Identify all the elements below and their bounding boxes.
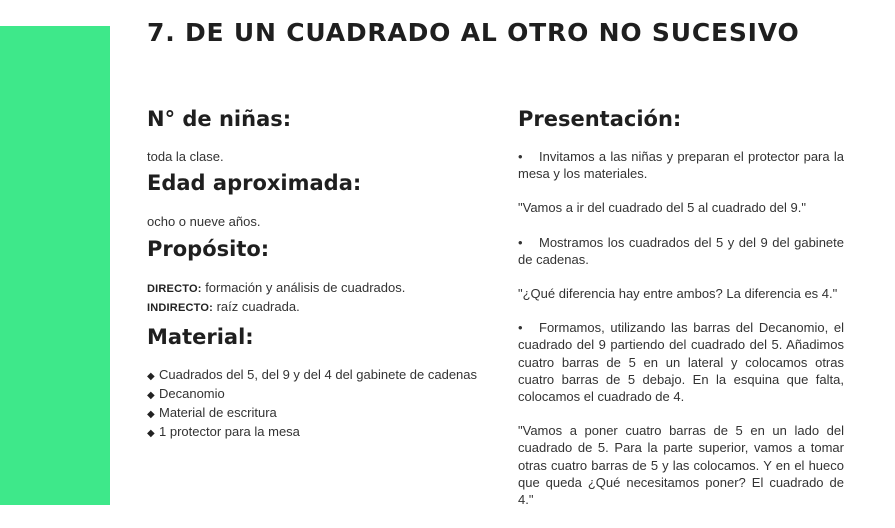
accent-side-bar — [0, 26, 110, 505]
proposito-heading: Propósito: — [147, 237, 270, 261]
list-item: ◆ Material de escritura — [147, 404, 497, 423]
right-column — [518, 106, 844, 508]
quote-paragraph-2: "¿Qué diferencia hay entre ambos? La diferencia es 4." — [518, 286, 838, 302]
indirecto-line — [147, 298, 497, 317]
step-paragraph-1: • Invitamos a las niñas y preparan el protector para la mesa y los materiales. — [518, 149, 844, 182]
list-item: ◆ 1 protector para la mesa — [147, 423, 497, 442]
indirecto-label: INDIRECTO: — [147, 302, 213, 314]
ninas-heading: N° de niñas: — [147, 107, 292, 131]
edad-heading: Edad aproximada: — [147, 171, 362, 195]
directo-value: formación y análisis de cuadrados. — [201, 280, 406, 295]
diamond-bullet-icon: ◆ — [147, 371, 155, 382]
left-column — [147, 106, 497, 442]
diamond-bullet-icon: ◆ — [147, 428, 155, 439]
directo-line — [147, 279, 497, 298]
bullet-dot-icon: • — [518, 234, 523, 250]
bullet-dot-icon: • — [518, 149, 523, 164]
diamond-bullet-icon: ◆ — [147, 409, 155, 420]
edad-value: ocho o nueve años. — [147, 214, 261, 229]
step-paragraph-2: • Mostramos los cuadrados del 5 y del 9 del gabinete de cadenas. — [518, 234, 844, 267]
presentacion-heading: Presentación: — [518, 107, 682, 131]
material-heading: Material: — [147, 325, 254, 349]
list-item: ◆ Decanomio — [147, 385, 497, 404]
list-item: ◆ Cuadrados del 5, del 9 y del 4 del gabinete de cadenas — [147, 366, 497, 385]
step-paragraph-3: • Formamos, utilizando las barras del Decanomio, el cuadrado del 9 partiendo del cuadrado del 5. Añadimos cuatro barras de 5 en un lateral y colocamos otras cuatro barras de 5 debajo. En la esquina que falta, colocamos el cuadrado de 4. — [518, 320, 844, 405]
page-title: 7. DE UN CUADRADO AL OTRO NO SUCESIVO — [147, 18, 800, 47]
indirecto-value: raíz cuadrada. — [212, 299, 300, 314]
material-list — [147, 366, 497, 442]
quote-paragraph-3: "Vamos a poner cuatro barras de 5 en un lado del cuadrado de 5. Para la parte superior, vamos a tomar otras cuatro barras de 5 y las colocamos. Y en el hueco que queda ¿Qué necesitamos poner? El cuadrado de 4." — [518, 423, 844, 508]
diamond-bullet-icon: ◆ — [147, 390, 155, 401]
ninas-value: toda la clase. — [147, 149, 224, 164]
quote-paragraph-1: "Vamos a ir del cuadrado del 5 al cuadrado del 9." — [518, 200, 806, 216]
bullet-dot-icon: • — [518, 320, 523, 336]
directo-label: DIRECTO: — [147, 283, 202, 295]
